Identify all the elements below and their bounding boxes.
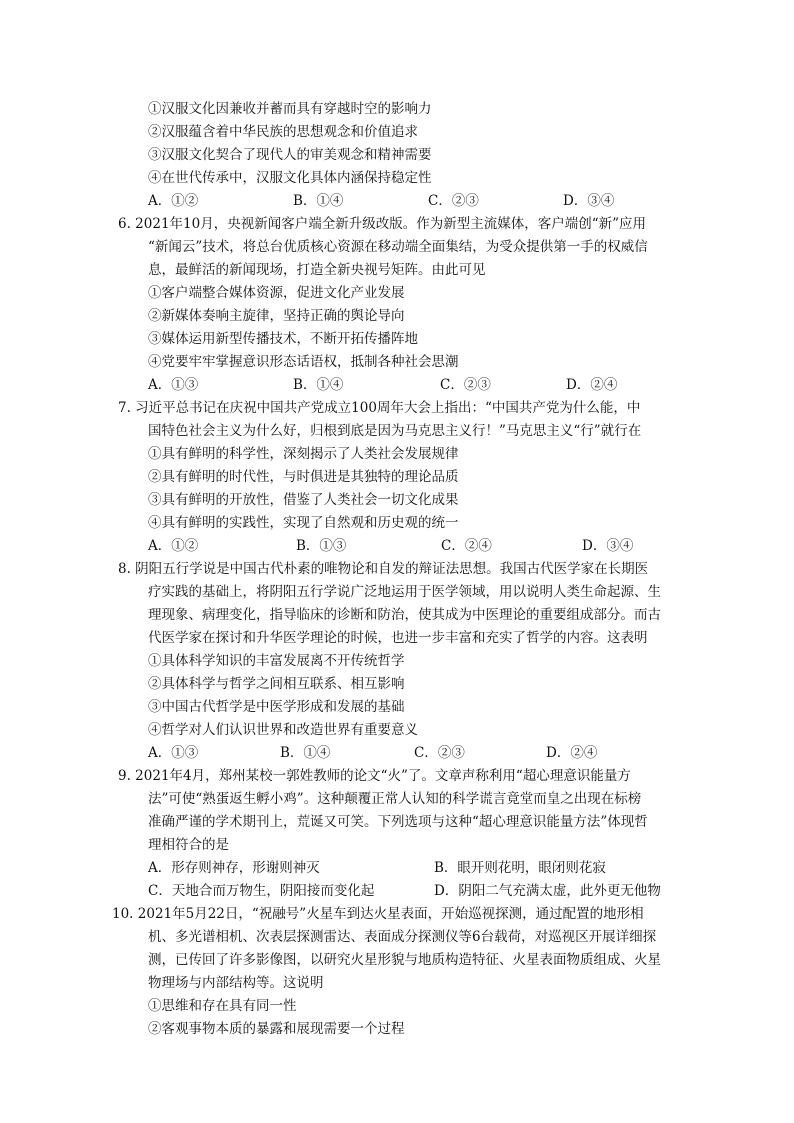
q7-option-a: A．①②: [148, 538, 199, 554]
q8-stem-line-4: 代医学家在探讨和升华医学理论的时候，也进一步丰富和充实了哲学的内容。这表明: [148, 630, 648, 646]
q7-stem-line-1: 7. 习近平总书记在庆祝中国共产党成立100周年大会上指出：“中国共产党为什么能，中: [118, 400, 641, 416]
q8-option-d: D．②④: [546, 745, 598, 761]
q9-stem-line-1: 9. 2021年4月，郑州某校一郭姓教师的论文“火”了。文章声称利用“超心理意识能量方: [118, 768, 631, 784]
q8-item-2: ②具体科学与哲学之间相互联系、相互影响: [148, 676, 405, 692]
q5-item-4: ④在世代传承中，汉服文化具体内涵保持稳定性: [148, 170, 432, 186]
q8-stem-line-3: 理现象、病理变化，指导临床的诊断和防治，使其成为中医理论的重要组成部分。而古: [148, 607, 661, 623]
q6-item-2: ②新媒体奏响主旋律，坚持正确的舆论导向: [148, 308, 405, 324]
q10-stem-line-3: 测，已传回了许多影像图，以研究火星形貌与地质构造特征、火星表面物质组成、火星: [148, 952, 661, 968]
q8-item-1: ①具体科学知识的丰富发展离不开传统哲学: [148, 653, 405, 669]
q8-option-c: C．②③: [414, 745, 465, 761]
q6-option-c: C．②③: [440, 377, 491, 393]
q8-option-a: A．①③: [148, 745, 199, 761]
q7-item-1: ①具有鲜明的科学性，深刻揭示了人类社会发展规律: [148, 446, 459, 462]
q8-item-4: ④哲学对人们认识世界和改造世界有重要意义: [148, 722, 418, 738]
q8-option-b: B．①④: [280, 745, 331, 761]
q8-stem-line-1: 8. 阴阳五行学说是中国古代朴素的唯物论和自发的辩证法思想。我国古代医学家在长期医: [118, 561, 649, 577]
q10-stem-line-4: 物理场与内部结构等。这说明: [148, 975, 324, 991]
q7-option-d: D．③④: [582, 538, 634, 554]
q9-stem-line-4: 理相符合的是: [148, 837, 229, 853]
q5-item-1: ①汉服文化因兼收并蓄而具有穿越时空的影响力: [148, 101, 432, 117]
q7-item-4: ④具有鲜明的实践性，实现了自然观和历史观的统一: [148, 515, 459, 531]
q6-stem-line-3: 息，最鲜活的新闻现场，打造全新央视号矩阵。由此可见: [148, 262, 486, 278]
q10-stem-line-1: 10. 2021年5月22日，“祝融号”火星车到达火星表面，开始巡视探测，通过配置的地形相: [112, 906, 644, 922]
q9-option-d: D．阴阳二气充满太虚，此外更无他物: [434, 883, 661, 899]
q9-option-b: B．眼开则花明，眼闭则花寂: [434, 860, 606, 876]
q6-option-b: B．①④: [293, 377, 344, 393]
q5-option-d: D．③④: [563, 193, 615, 209]
q7-item-2: ②具有鲜明的时代性，与时俱进是其独特的理论品质: [148, 469, 459, 485]
q7-item-3: ③具有鲜明的开放性，借鉴了人类社会一切文化成果: [148, 492, 459, 508]
q9-stem-line-2: 法”可使“熟蛋返生孵小鸡”。这种颠覆正常人认知的科学谎言竟堂而皇之出现在标榜: [148, 791, 642, 807]
q10-item-2: ②客观事物本质的暴露和展现需要一个过程: [148, 1021, 405, 1037]
q10-stem-line-2: 机、多光谱相机、次表层探测雷达、表面成分探测仪等6台载荷，对巡视区开展详细探: [148, 929, 657, 945]
q6-stem-line-2: “新闻云”技术，将总台优质核心资源在移动端全面集结，为受众提供第一手的权威信: [148, 239, 648, 255]
q8-stem-line-2: 疗实践的基础上，将阴阳五行学说广泛地运用于医学领域，用以说明人类生命起源、生: [148, 584, 661, 600]
q9-stem-line-3: 准确严谨的学术期刊上，荒诞又可笑。下列选项与这种“超心理意识能量方法”体现哲: [148, 814, 648, 830]
q7-option-b: B．①③: [296, 538, 347, 554]
q5-option-c: C．②③: [428, 193, 479, 209]
q5-item-2: ②汉服蕴含着中华民族的思想观念和价值追求: [148, 124, 418, 140]
q6-option-a: A．①③: [148, 377, 199, 393]
q5-item-3: ③汉服文化契合了现代人的审美观念和精神需要: [148, 147, 432, 163]
q6-stem-line-1: 6. 2021年10月，央视新闻客户端全新升级改版。作为新型主流媒体，客户端创“新”应用: [118, 216, 647, 232]
q5-option-b: B．①④: [293, 193, 344, 209]
q7-stem-line-2: 国特色社会主义为什么好，归根到底是因为马克思主义行！”马克思主义“行”就行在: [148, 423, 642, 439]
q9-option-c: C．天地合而万物生，阴阳接而变化起: [148, 883, 375, 899]
q6-item-4: ④党要牢牢掌握意识形态话语权，抵制各种社会思潮: [148, 354, 459, 370]
q5-option-a: A．①②: [148, 193, 199, 209]
q6-item-1: ①客户端整合媒体资源，促进文化产业发展: [148, 285, 405, 301]
q10-item-1: ①思维和存在具有同一性: [148, 998, 297, 1014]
q8-item-3: ③中国古代哲学是中医学形成和发展的基础: [148, 699, 405, 715]
q6-option-d: D．②④: [566, 377, 618, 393]
q9-option-a: A．形存则神存，形谢则神灭: [148, 860, 320, 876]
q6-item-3: ③媒体运用新型传播技术，不断开拓传播阵地: [148, 331, 418, 347]
q7-option-c: C．②④: [441, 538, 492, 554]
